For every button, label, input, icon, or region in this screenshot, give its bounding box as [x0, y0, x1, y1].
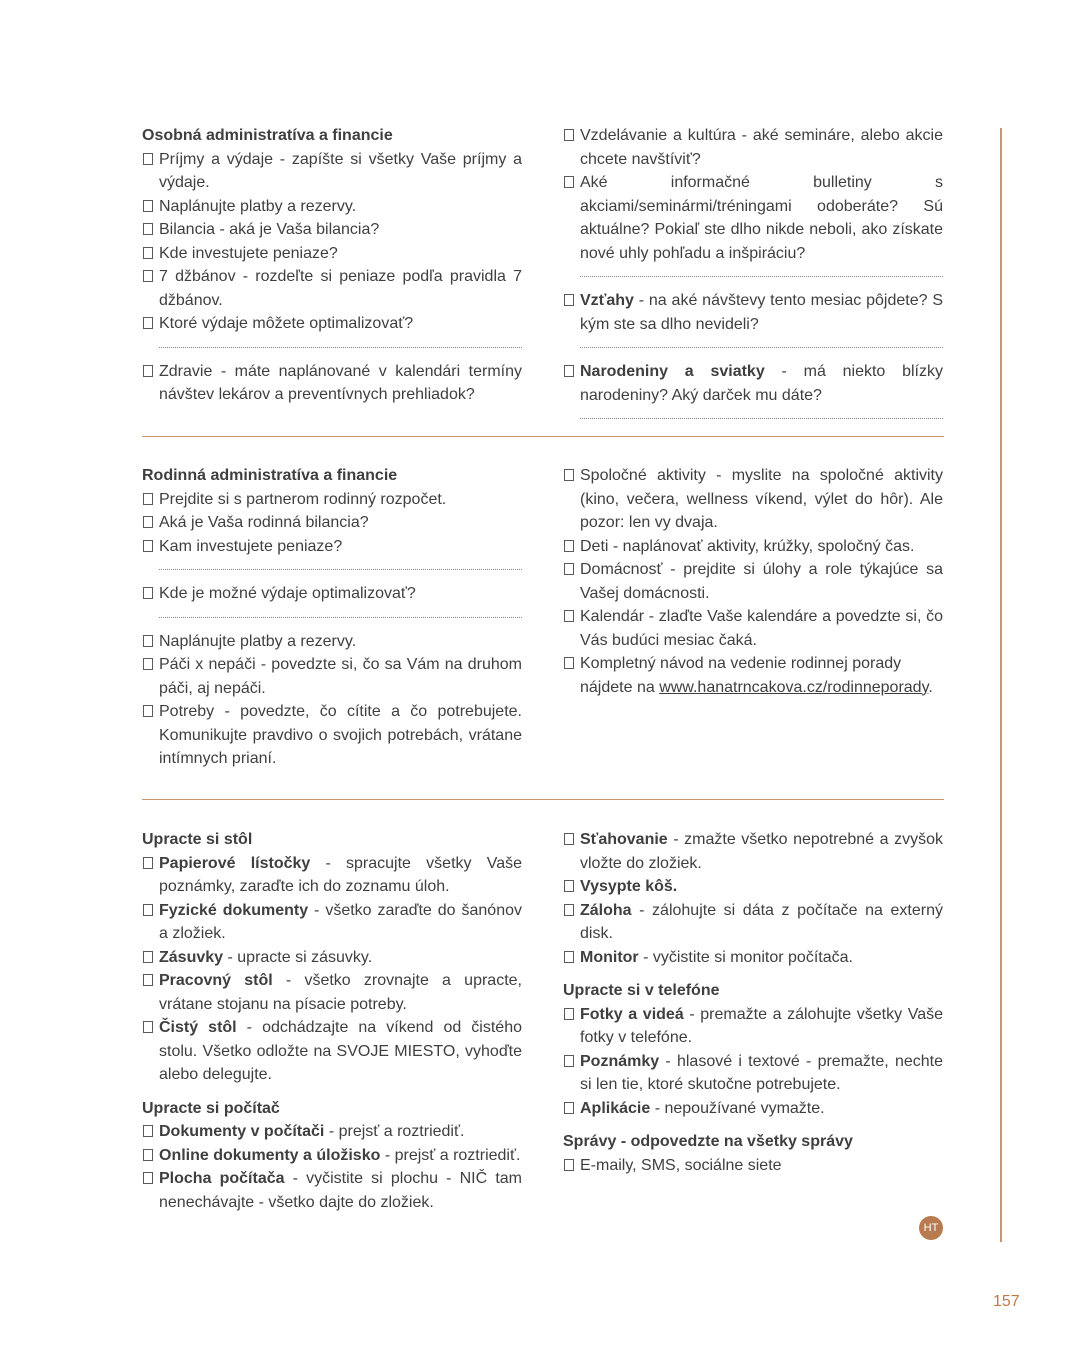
checkbox-icon[interactable]: [564, 1102, 574, 1114]
checklist-item: Sťahovanie - zmažte všetko nepotrebné a zvyšok vložte do zložiek.: [563, 828, 943, 875]
section-divider: [142, 436, 944, 437]
section2-right: [563, 464, 943, 699]
checklist-item: Monitor - vyčistite si monitor počítača.: [563, 946, 943, 970]
section3-right: [563, 828, 943, 1177]
checkbox-icon[interactable]: [564, 1008, 574, 1020]
checkbox-icon[interactable]: [143, 705, 153, 717]
checkbox-icon[interactable]: [564, 176, 574, 188]
checkbox-icon[interactable]: [143, 658, 153, 670]
checklist-item: Vzdelávanie a kultúra - aké semináre, alebo akcie chcete navštíviť?: [563, 124, 943, 171]
section1-right: [563, 124, 943, 431]
checkbox-icon[interactable]: [564, 1159, 574, 1171]
checkbox-icon[interactable]: [564, 294, 574, 306]
checklist-item: Narodeniny a sviatky - má niekto blízky narodeniny? Aký darček mu dáte?: [563, 360, 943, 407]
checklist-item: Aká je Vaša rodinná bilancia?: [142, 511, 522, 535]
checklist-item: 7 džbánov - rozdeľte si peniaze podľa pravidla 7 džbánov.: [142, 265, 522, 312]
dotted-fill-line[interactable]: [159, 336, 522, 348]
checklist-item: Zdravie - máte naplánované v kalendári termíny návštev lekárov a preventívnych prehliadok?: [142, 360, 522, 407]
checkbox-icon[interactable]: [564, 833, 574, 845]
checkbox-icon[interactable]: [564, 365, 574, 377]
checklist-item: Naplánujte platby a rezervy.: [142, 630, 522, 654]
checkbox-icon[interactable]: [564, 657, 574, 669]
checklist-item: Čistý stôl - odchádzajte na víkend od čistého stolu. Všetko odložte na SVOJE MIESTO, vyhoďte alebo delegujte.: [142, 1016, 522, 1087]
checklist-item: Kde investujete peniaze?: [142, 242, 522, 266]
checkbox-icon[interactable]: [564, 880, 574, 892]
section-heading: Správy - odpovedzte na všetky správy: [563, 1133, 853, 1150]
checklist-item: Kompletný návod na vedenie rodinnej porady nájdete na www.hanatrncakova.cz/rodinneporady.: [563, 652, 943, 699]
checklist-item: Potreby - povedzte, čo cítite a čo potrebujete. Komunikujte pravdivo o svojich potrebách, vrátane intímnych prianí.: [142, 700, 522, 771]
checklist-item: Vzťahy - na aké návštevy tento mesiac pôjdete? S kým ste sa dlho nevideli?: [563, 289, 943, 336]
checkbox-icon[interactable]: [564, 540, 574, 552]
checklist-item: Prejdite si s partnerom rodinný rozpočet.: [142, 488, 522, 512]
checklist-item: Deti - naplánovať aktivity, krúžky, spoločný čas.: [563, 535, 943, 559]
checkbox-icon[interactable]: [143, 1021, 153, 1033]
checkbox-icon[interactable]: [143, 493, 153, 505]
checklist-item: Vysypte kôš.: [563, 875, 943, 899]
checkbox-icon[interactable]: [143, 365, 153, 377]
checkbox-icon[interactable]: [143, 635, 153, 647]
checklist-item: Dokumenty v počítači - prejsť a roztriediť.: [142, 1120, 522, 1144]
checklist-item: Poznámky - hlasové i textové - premažte, nechte si len tie, ktoré skutočne potrebujete.: [563, 1050, 943, 1097]
checkbox-icon[interactable]: [143, 587, 153, 599]
section-divider: [142, 799, 944, 800]
checklist-item: Záloha - zálohujte si dáta z počítače na externý disk.: [563, 899, 943, 946]
dotted-fill-line[interactable]: [159, 558, 522, 570]
checkbox-icon[interactable]: [143, 540, 153, 552]
checklist-item: Naplánujte platby a rezervy.: [142, 195, 522, 219]
dotted-fill-line[interactable]: [580, 407, 943, 419]
checkbox-icon[interactable]: [143, 516, 153, 528]
dotted-fill-line[interactable]: [159, 606, 522, 618]
checkbox-icon[interactable]: [143, 200, 153, 212]
checklist-item: Domácnosť - prejdite si úlohy a role týkajúce sa Vašej domácnosti.: [563, 558, 943, 605]
checklist-item: Príjmy a výdaje - zapíšte si všetky Vaše príjmy a výdaje.: [142, 148, 522, 195]
checkbox-icon[interactable]: [143, 857, 153, 869]
section2-left: [142, 464, 522, 771]
checkbox-icon[interactable]: [143, 904, 153, 916]
checkbox-icon[interactable]: [143, 1149, 153, 1161]
checkbox-icon[interactable]: [143, 1125, 153, 1137]
dotted-fill-line[interactable]: [580, 265, 943, 277]
section-heading: Upracte si stôl: [142, 831, 253, 848]
section-heading: Upracte si v telefóne: [563, 982, 720, 999]
checkbox-icon[interactable]: [143, 974, 153, 986]
checkbox-icon[interactable]: [143, 153, 153, 165]
checklist-item: Kalendár - zlaďte Vaše kalendáre a povedzte si, čo Vás budúci mesiac čaká.: [563, 605, 943, 652]
section1-left: [142, 124, 522, 407]
dotted-fill-line[interactable]: [580, 336, 943, 348]
checkbox-icon[interactable]: [143, 247, 153, 259]
checklist-item: Fyzické dokumenty - všetko zaraďte do šanónov a zložiek.: [142, 899, 522, 946]
checklist-item: Ktoré výdaje môžete optimalizovať?: [142, 312, 522, 336]
checklist-item: Pracovný stôl - všetko zrovnajte a upracte, vrátane stojanu na písacie potreby.: [142, 969, 522, 1016]
section3-left: [142, 828, 522, 1214]
checklist-item: Plocha počítača - vyčistite si plochu - NIČ tam nenechávajte - všetko dajte do zložiek.: [142, 1167, 522, 1214]
checklist-item: E-maily, SMS, sociálne siete: [563, 1154, 943, 1178]
checklist-item: Kam investujete peniaze?: [142, 535, 522, 559]
margin-vertical-line: [1000, 128, 1002, 1242]
checkbox-icon[interactable]: [564, 129, 574, 141]
checkbox-icon[interactable]: [564, 563, 574, 575]
checklist-item: Kde je možné výdaje optimalizovať?: [142, 582, 522, 606]
checkbox-icon[interactable]: [564, 469, 574, 481]
checklist-item: Zásuvky - upracte si zásuvky.: [142, 946, 522, 970]
section-heading: Upracte si počítač: [142, 1099, 280, 1117]
checkbox-icon[interactable]: [143, 317, 153, 329]
guide-link[interactable]: www.hanatrncakova.cz/rodinneporady: [659, 678, 929, 696]
section-heading: Osobná administratíva a financie: [142, 127, 393, 144]
checkbox-icon[interactable]: [143, 223, 153, 235]
checklist-item: Aplikácie - nepoužívané vymažte.: [563, 1097, 943, 1121]
checklist-item: Spoločné aktivity - myslite na spoločné aktivity (kino, večera, wellness víkend, výlet do hôr). Ale pozor: len vy dvaja.: [563, 464, 943, 535]
checkbox-icon[interactable]: [564, 904, 574, 916]
checkbox-icon[interactable]: [143, 1172, 153, 1184]
checklist-item: Online dokumenty a úložisko - prejsť a roztriediť.: [142, 1144, 522, 1168]
checkbox-icon[interactable]: [564, 610, 574, 622]
checklist-item: Fotky a videá - premažte a zálohujte všetky Vaše fotky v telefóne.: [563, 1003, 943, 1050]
checkbox-icon[interactable]: [564, 951, 574, 963]
checklist-item: Páči x nepáči - povedzte si, čo sa Vám na druhom páči, aj nepáči.: [142, 653, 522, 700]
page-number: 157: [993, 1293, 1020, 1310]
checkbox-icon[interactable]: [564, 1055, 574, 1067]
section-heading: Rodinná administratíva a financie: [142, 467, 398, 484]
checklist-item: Papierové lístočky - spracujte všetky Vaše poznámky, zaraďte ich do zoznamu úloh.: [142, 852, 522, 899]
checklist-item: Bilancia - aká je Vaša bilancia?: [142, 218, 522, 242]
checkbox-icon[interactable]: [143, 270, 153, 282]
checkbox-icon[interactable]: [143, 951, 153, 963]
checklist-item: Aké informačné bulletiny s akciami/seminármi/tréningami odoberáte? Sú aktuálne? Pokiaľ ste dlho nikde neboli, ako získate nové uhly pohľadu a inšpiráciu?: [563, 171, 943, 265]
ht-logo-badge: HT: [919, 1216, 943, 1240]
